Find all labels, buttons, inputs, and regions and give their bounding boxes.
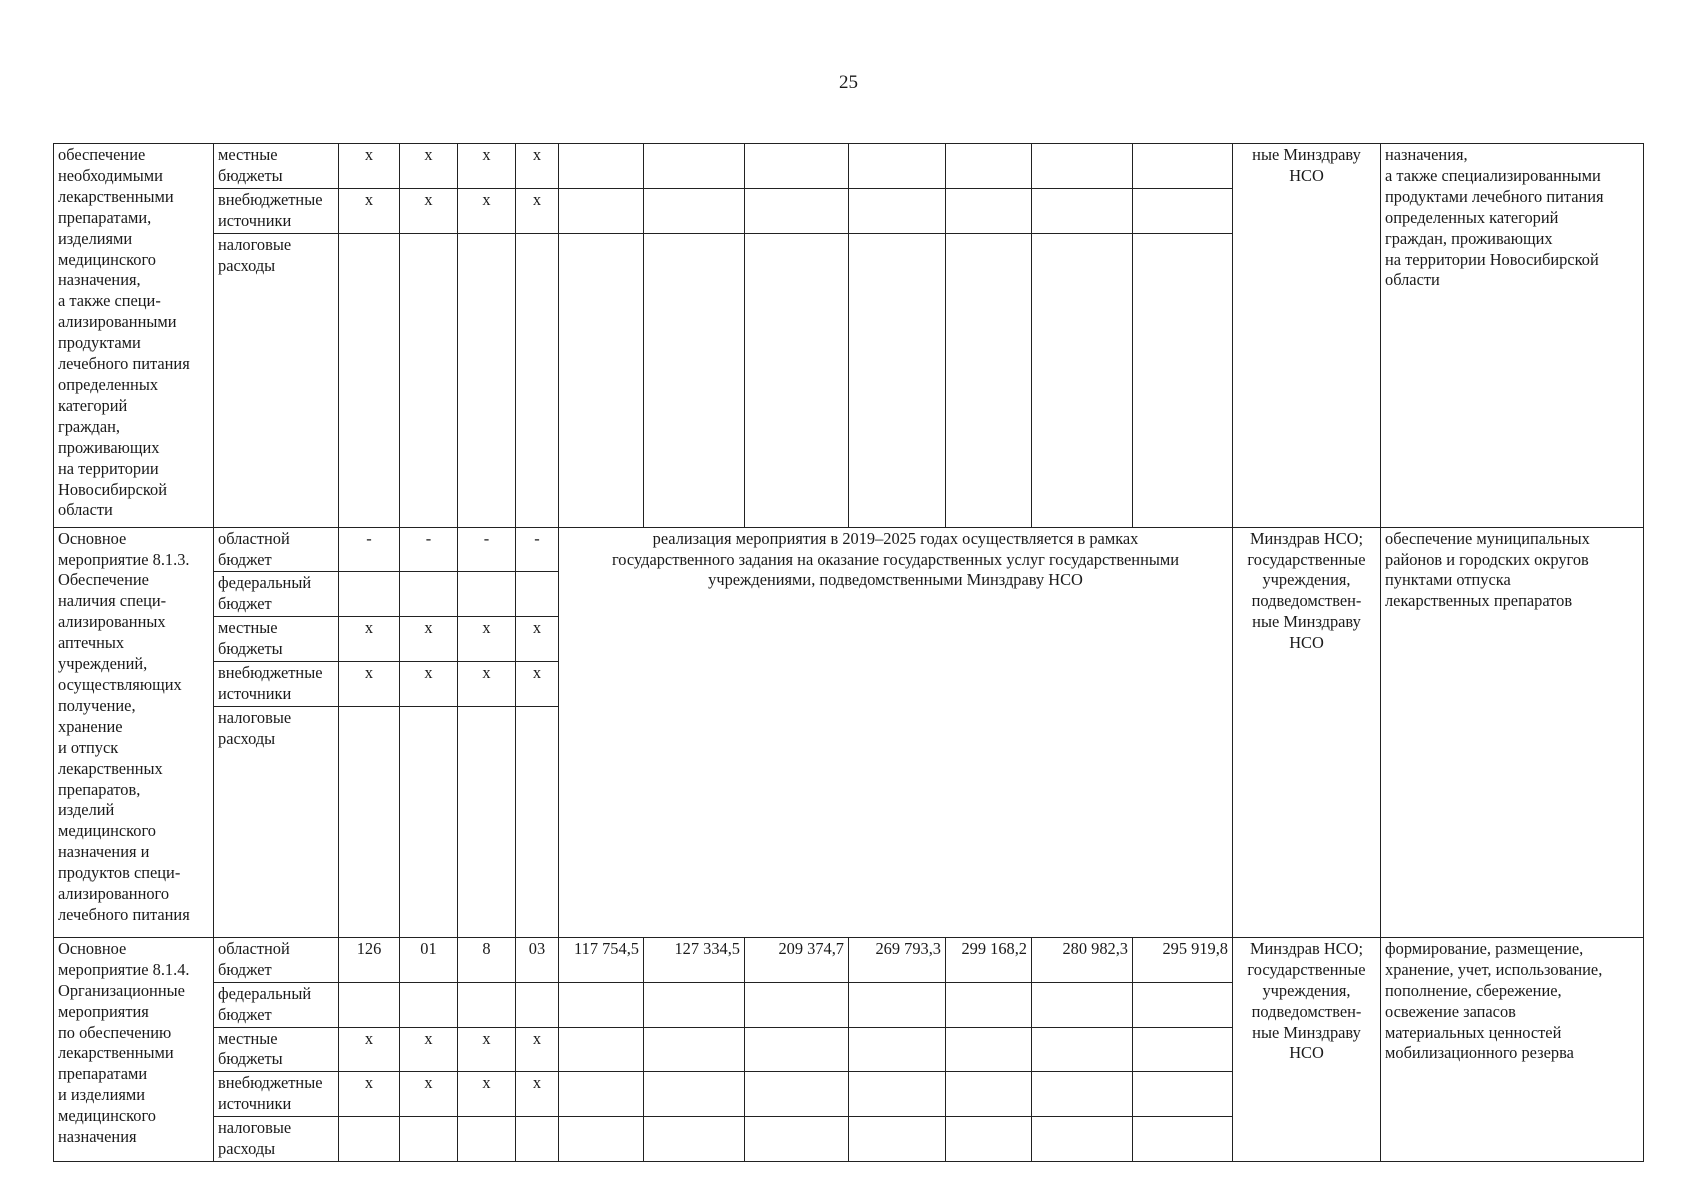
funding-source-cell: налоговые расходы	[214, 706, 339, 937]
value-cell	[745, 1072, 849, 1117]
value-cell	[1032, 188, 1133, 233]
code-cell: -	[400, 527, 458, 572]
value-cell	[644, 1117, 745, 1162]
code-cell	[516, 233, 559, 527]
value-cell	[849, 233, 946, 527]
value-cell	[1032, 1072, 1133, 1117]
code-cell	[458, 706, 516, 937]
value-cell	[745, 1027, 849, 1072]
code-cell: х	[458, 1027, 516, 1072]
code-cell	[458, 572, 516, 617]
code-cell	[516, 706, 559, 937]
responsible-cell: Минздрав НСО; государственные учреждения, подведомствен- ные Минздраву НСО	[1233, 937, 1381, 1161]
funding-source-cell: внебюджетные источники	[214, 662, 339, 707]
funding-source-cell: федеральный бюджет	[214, 982, 339, 1027]
code-cell: х	[339, 662, 400, 707]
value-cell	[946, 982, 1032, 1027]
value-cell	[559, 233, 644, 527]
value-cell	[745, 144, 849, 189]
code-cell	[516, 572, 559, 617]
result-cell: обеспечение муниципальных районов и городских округов пунктами отпуска лекарственных препаратов	[1381, 527, 1644, 937]
value-cell	[1133, 982, 1233, 1027]
code-cell: х	[339, 144, 400, 189]
value-cell	[559, 144, 644, 189]
value-cell	[946, 233, 1032, 527]
code-cell: х	[458, 144, 516, 189]
funding-source-cell: местные бюджеты	[214, 144, 339, 189]
value-cell	[1133, 1072, 1233, 1117]
code-cell	[339, 572, 400, 617]
value-cell: 209 374,7	[745, 937, 849, 982]
funding-source-cell: местные бюджеты	[214, 1027, 339, 1072]
value-cell	[849, 144, 946, 189]
code-cell: х	[400, 188, 458, 233]
code-cell: х	[339, 617, 400, 662]
value-cell: 269 793,3	[849, 937, 946, 982]
code-cell: х	[400, 144, 458, 189]
code-cell	[400, 233, 458, 527]
value-cell	[946, 144, 1032, 189]
value-cell: 295 919,8	[1133, 937, 1233, 982]
value-cell	[644, 144, 745, 189]
code-cell	[458, 982, 516, 1027]
table-row	[54, 527, 1644, 572]
code-cell	[339, 1117, 400, 1162]
code-cell: х	[458, 662, 516, 707]
value-cell	[1032, 982, 1133, 1027]
code-cell: х	[458, 188, 516, 233]
table-row	[54, 144, 1644, 189]
result-cell: назначения, а также специализированными продуктами лечебного питания определенных категорий граждан, проживающих на территории Новосибирской области	[1381, 144, 1644, 528]
merged-note-cell: реализация мероприятия в 2019–2025 годах осуществляется в рамках государственного задания на оказание государственных услуг государственными учреждениями, подведомственными Минздраву НСО	[559, 527, 1233, 937]
responsible-cell: ные Минздраву НСО	[1233, 144, 1381, 528]
code-cell: х	[516, 144, 559, 189]
value-cell	[1032, 1027, 1133, 1072]
code-cell: х	[400, 617, 458, 662]
code-cell: х	[516, 188, 559, 233]
code-cell: -	[516, 527, 559, 572]
code-cell	[339, 233, 400, 527]
code-cell	[458, 1117, 516, 1162]
code-cell: х	[458, 617, 516, 662]
value-cell	[559, 188, 644, 233]
value-cell	[849, 188, 946, 233]
funding-source-cell: местные бюджеты	[214, 617, 339, 662]
code-cell: х	[400, 1027, 458, 1072]
funding-source-cell: областной бюджет	[214, 527, 339, 572]
value-cell	[1133, 1027, 1233, 1072]
value-cell	[1133, 1117, 1233, 1162]
code-cell	[400, 572, 458, 617]
code-cell	[400, 982, 458, 1027]
result-cell: формирование, размещение, хранение, учет, использование, пополнение, сбережение, освежение запасов материальных ценностей мобилизационного резерва	[1381, 937, 1644, 1161]
code-cell	[400, 706, 458, 937]
value-cell: 280 982,3	[1032, 937, 1133, 982]
value-cell	[1133, 144, 1233, 189]
value-cell	[745, 982, 849, 1027]
value-cell	[745, 188, 849, 233]
code-cell: х	[516, 617, 559, 662]
budget-table	[53, 143, 1644, 1162]
value-cell	[946, 1072, 1032, 1117]
value-cell	[644, 188, 745, 233]
value-cell	[644, 1072, 745, 1117]
value-cell: 299 168,2	[946, 937, 1032, 982]
value-cell	[644, 1027, 745, 1072]
value-cell	[1133, 233, 1233, 527]
code-cell: х	[458, 1072, 516, 1117]
page-number: 25	[839, 72, 858, 93]
funding-source-cell: областной бюджет	[214, 937, 339, 982]
table-row	[54, 937, 1644, 982]
code-cell	[458, 233, 516, 527]
value-cell	[946, 1027, 1032, 1072]
funding-source-cell: внебюджетные источники	[214, 188, 339, 233]
value-cell	[559, 982, 644, 1027]
value-cell	[1032, 1117, 1133, 1162]
code-cell: 01	[400, 937, 458, 982]
value-cell: 117 754,5	[559, 937, 644, 982]
measure-name-cell: Основное мероприятие 8.1.3. Обеспечение наличия специ- ализированных аптечных учреждений, осуществляющих получение, хранение и отпуск лекарственных препаратов, изделий медицинского назначения и продуктов специ- ализированного лечебного питания	[54, 527, 214, 937]
code-cell	[400, 1117, 458, 1162]
funding-source-cell: федеральный бюджет	[214, 572, 339, 617]
value-cell	[1032, 233, 1133, 527]
code-cell	[516, 982, 559, 1027]
code-cell: х	[516, 1072, 559, 1117]
value-cell	[1032, 144, 1133, 189]
value-cell	[559, 1027, 644, 1072]
value-cell	[849, 982, 946, 1027]
value-cell	[946, 188, 1032, 233]
code-cell: х	[516, 1027, 559, 1072]
code-cell: 03	[516, 937, 559, 982]
value-cell	[745, 233, 849, 527]
value-cell	[849, 1027, 946, 1072]
value-cell	[849, 1117, 946, 1162]
value-cell	[745, 1117, 849, 1162]
code-cell	[516, 1117, 559, 1162]
code-cell	[339, 982, 400, 1027]
value-cell	[644, 982, 745, 1027]
responsible-cell: Минздрав НСО; государственные учреждения, подведомствен- ные Минздраву НСО	[1233, 527, 1381, 937]
funding-source-cell: налоговые расходы	[214, 1117, 339, 1162]
code-cell: х	[400, 1072, 458, 1117]
code-cell	[339, 706, 400, 937]
code-cell: 8	[458, 937, 516, 982]
value-cell	[644, 233, 745, 527]
measure-name-cell: Основное мероприятие 8.1.4. Организационные мероприятия по обеспечению лекарственными препаратами и изделиями медицинского назначения	[54, 937, 214, 1161]
funding-source-cell: налоговые расходы	[214, 233, 339, 527]
code-cell: -	[339, 527, 400, 572]
code-cell: -	[458, 527, 516, 572]
value-cell: 127 334,5	[644, 937, 745, 982]
value-cell	[849, 1072, 946, 1117]
code-cell: х	[400, 662, 458, 707]
value-cell	[1133, 188, 1233, 233]
measure-name-cell: обеспечение необходимыми лекарственными препаратами, изделиями медицинского назначения, а также специ- ализированными продуктами лечебного питания определенных категорий граждан, проживающих на территории Новосибирской области	[54, 144, 214, 528]
value-cell	[559, 1072, 644, 1117]
code-cell: х	[339, 188, 400, 233]
funding-source-cell: внебюджетные источники	[214, 1072, 339, 1117]
code-cell: х	[516, 662, 559, 707]
value-cell	[559, 1117, 644, 1162]
code-cell: х	[339, 1072, 400, 1117]
value-cell	[946, 1117, 1032, 1162]
code-cell: х	[339, 1027, 400, 1072]
code-cell: 126	[339, 937, 400, 982]
